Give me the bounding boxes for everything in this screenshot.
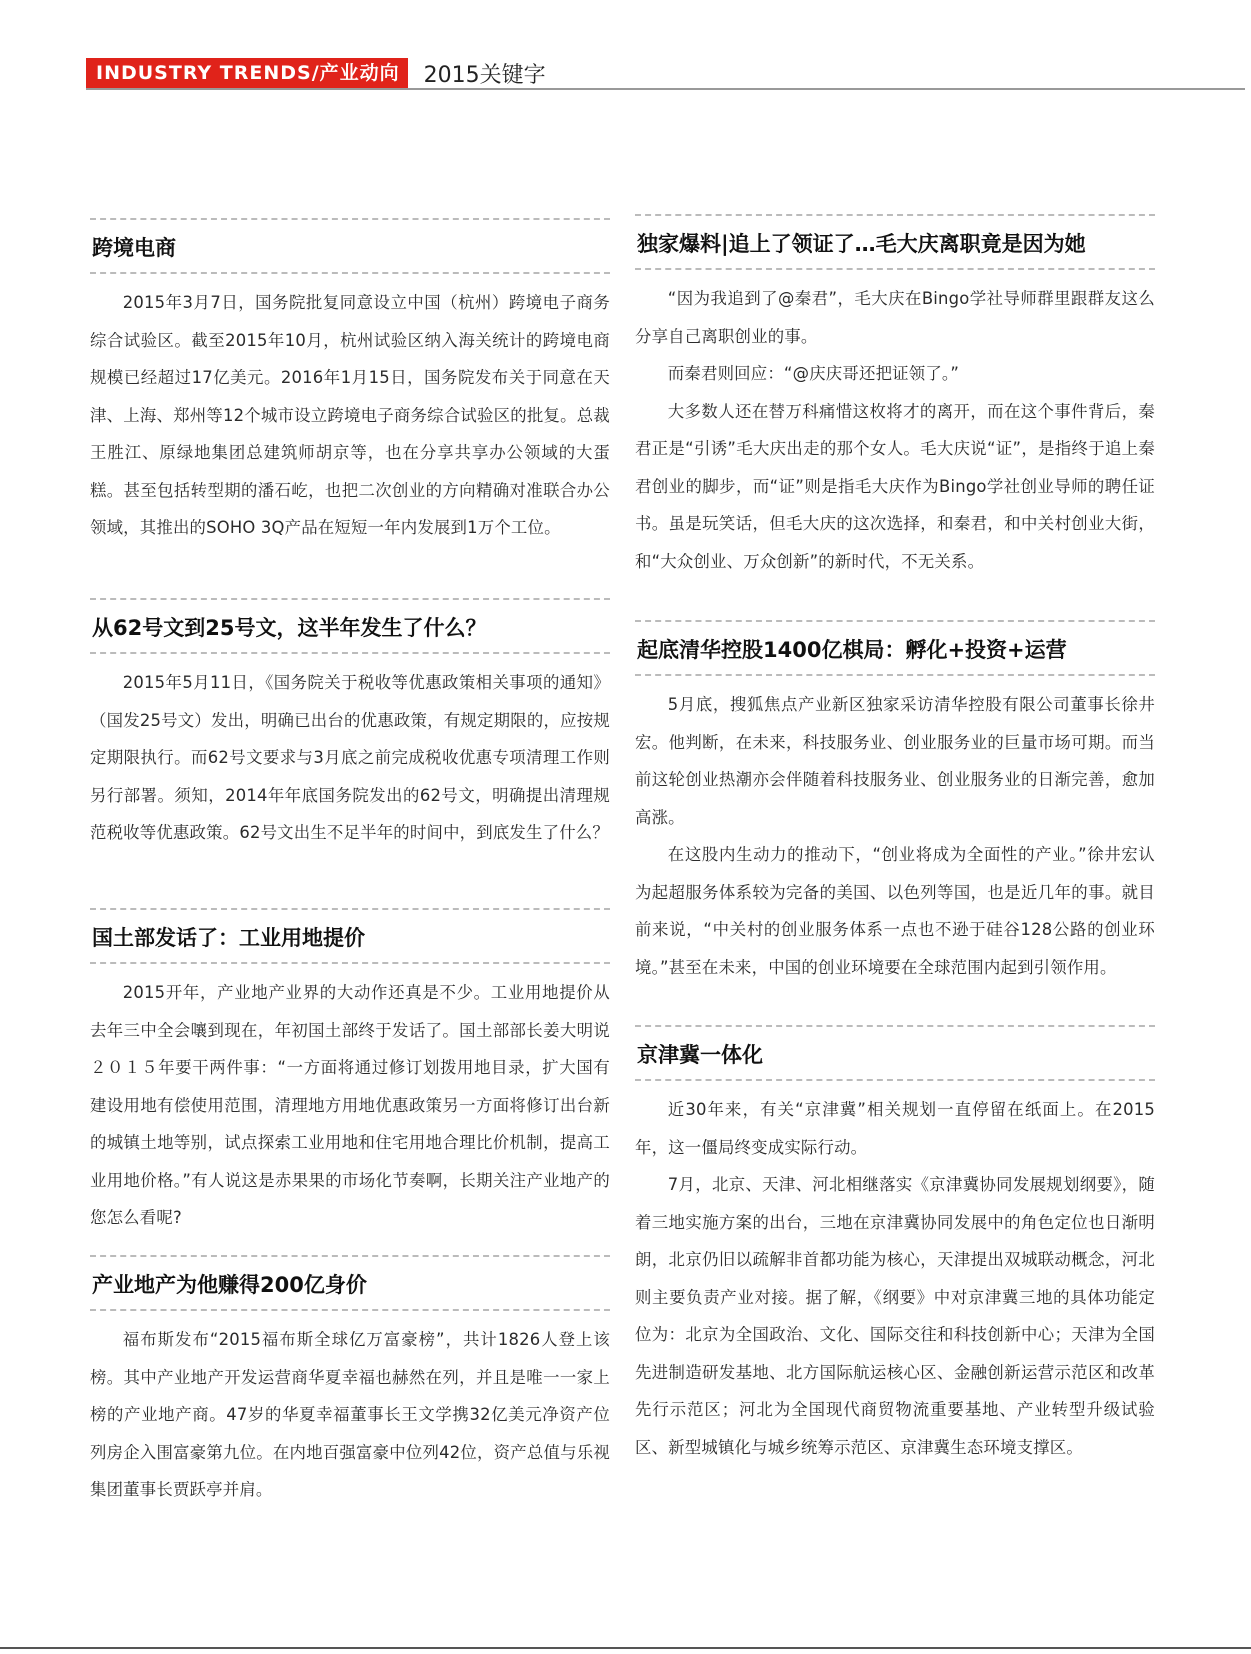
article (90, 598, 610, 852)
paragraph: 近30年来，有关“京津冀”相关规划一直停留在纸面上。在2015年，这一僵局终变成实际行动。 (635, 1100, 1155, 1157)
article-body (635, 1091, 1155, 1466)
dashed-divider (90, 1309, 610, 1311)
dashed-divider (635, 1079, 1155, 1081)
paragraph: 福布斯发布“2015福布斯全球亿万富豪榜”，共计1826人登上该榜。其中产业地产开发运营商华夏幸福也赫然在列，并且是唯一一家上榜的产业地产商。47岁的华夏幸福董事长王文学携32亿美元净资产位列房企入围富豪第九位。在内地百强富豪中位列42位，资产总值与乐视集团董事长贾跃亭并肩。 (90, 1330, 610, 1499)
article-title: 产业地产为他赚得200亿身价 (92, 1273, 367, 1297)
paragraph: 2015年3月7日，国务院批复同意设立中国（杭州）跨境电子商务综合试验区。截至2015年10月，杭州试验区纳入海关统计的跨境电商规模已经超过17亿美元。2016年1月15日，国务院发布关于同意在天津、上海、郑州等12个城市设立跨境电子商务综合试验区的批复。总裁王胜江、原绿地集团总建筑师胡京等，也在分享共享办公领域的大蛋糕。甚至包括转型期的潘石屹，也把二次创业的方向精确对准联合办公领域，其推出的SOHO 3Q产品在短短一年内发展到1万个工位。 (90, 293, 610, 537)
dashed-divider (90, 218, 610, 220)
dashed-divider (90, 962, 610, 964)
paragraph: 7月，北京、天津、河北相继落实《京津冀协同发展规划纲要》，随着三地实施方案的出台，三地在京津冀协同发展中的角色定位也日渐明朗，北京仍旧以疏解非首都功能为核心，天津提出双城联动概念，河北则主要负责产业对接。据了解，《纲要》中对京津冀三地的具体功能定位为：北京为全国政治、文化、国际交往和科技创新中心；天津为全国先进制造研发基地、北方国际航运核心区、金融创新运营示范区和改革先行示范区；河北为全国现代商贸物流重要基地、产业转型升级试验区、新型城镇化与城乡统筹示范区、京津冀生态环境支撑区。 (635, 1175, 1155, 1457)
article-title: 国土部发话了：工业用地提价 (92, 926, 365, 950)
article-title: 跨境电商 (92, 236, 176, 260)
paragraph: 在这股内生动力的推动下，“创业将成为全面性的产业。”徐井宏认为起超服务体系较为完备的美国、以色列等国，也是近几年的事。就目前来说，“中关村的创业服务体系一点也不逊于硅谷128公路的创业环境。”甚至在未来，中国的创业环境要在全球范围内起到引领作用。 (635, 845, 1155, 977)
page-header (86, 58, 1245, 88)
article (635, 1025, 1155, 1466)
section-tag: INDUSTRY TRENDS/产业动向 (86, 58, 408, 88)
paragraph: 大多数人还在替万科痛惜这枚将才的离开，而在这个事件背后，秦君正是“引诱”毛大庆出走的那个女人。毛大庆说“证”，是指终于追上秦君创业的脚步，而“证”则是指毛大庆作为Bingo学社创业导师的聘任证书。虽是玩笑话，但毛大庆的这次选择，和秦君，和中关村创业大街，和“大众创业、万众创新”的新时代，不无关系。 (635, 401, 1155, 571)
article (90, 1255, 610, 1509)
paragraph: 2015年5月11日，《国务院关于税收等优惠政策相关事项的通知》（国发25号文）发出，明确已出台的优惠政策，有规定期限的，应按规定期限执行。而62号文要求与3月底之前完成税收优惠专项清理工作则另行部署。须知，2014年年底国务院发出的62号文，明确提出清理规范税收等优惠政策。62号文出生不足半年的时间中，到底发生了什么？ (90, 673, 610, 842)
dashed-divider (635, 214, 1155, 216)
article-title: 起底清华控股1400亿棋局：孵化+投资+运营 (637, 638, 1067, 662)
paragraph: “因为我追到了@秦君”，毛大庆在Bingo学社导师群里跟群友这么分享自己离职创业的事。 (635, 289, 1155, 346)
article-body (90, 284, 610, 547)
dashed-divider (90, 652, 610, 654)
dashed-divider (635, 674, 1155, 676)
issue-title: 2015关键字 (423, 62, 546, 88)
paragraph: 而秦君则回应：“@庆庆哥还把证领了。” (667, 364, 960, 383)
article (635, 214, 1155, 580)
article-body (635, 280, 1155, 580)
article (635, 620, 1155, 986)
dashed-divider (90, 1255, 610, 1257)
footer-rule (0, 1647, 1251, 1649)
article-title: 京津冀一体化 (637, 1043, 763, 1067)
header-rule (86, 88, 1245, 90)
paragraph: 5月底，搜狐焦点产业新区独家采访清华控股有限公司董事长徐井宏。他判断，在未来，科技服务业、创业服务业的巨量市场可期。而当前这轮创业热潮亦会伴随着科技服务业、创业服务业的日渐完善，愈加高涨。 (635, 695, 1155, 827)
article (90, 908, 610, 1237)
dashed-divider (635, 268, 1155, 270)
dashed-divider (635, 620, 1155, 622)
article-body (635, 686, 1155, 986)
article-title: 独家爆料|追上了领证了…毛大庆离职竟是因为她 (637, 232, 1086, 256)
article (90, 218, 610, 547)
dashed-divider (90, 598, 610, 600)
dashed-divider (635, 1025, 1155, 1027)
article-body (90, 974, 610, 1237)
article-body (90, 664, 610, 852)
article-body (90, 1321, 610, 1509)
dashed-divider (90, 908, 610, 910)
paragraph: 2015开年，产业地产业界的大动作还真是不少。工业用地提价从去年三中全会嚷到现在，年初国土部终于发话了。国土部部长姜大明说２０１５年要干两件事：“一方面将通过修订划拨用地目录，扩大国有建设用地有偿使用范围，清理地方用地优惠政策另一方面将修订出台新的城镇土地等别，试点探索工业用地和住宅用地合理比价机制，提高工业用地价格。”有人说这是赤果果的市场化节奏啊，长期关注产业地产的您怎么看呢? (90, 983, 610, 1227)
dashed-divider (90, 272, 610, 274)
article-title: 从62号文到25号文，这半年发生了什么？ (92, 616, 487, 640)
